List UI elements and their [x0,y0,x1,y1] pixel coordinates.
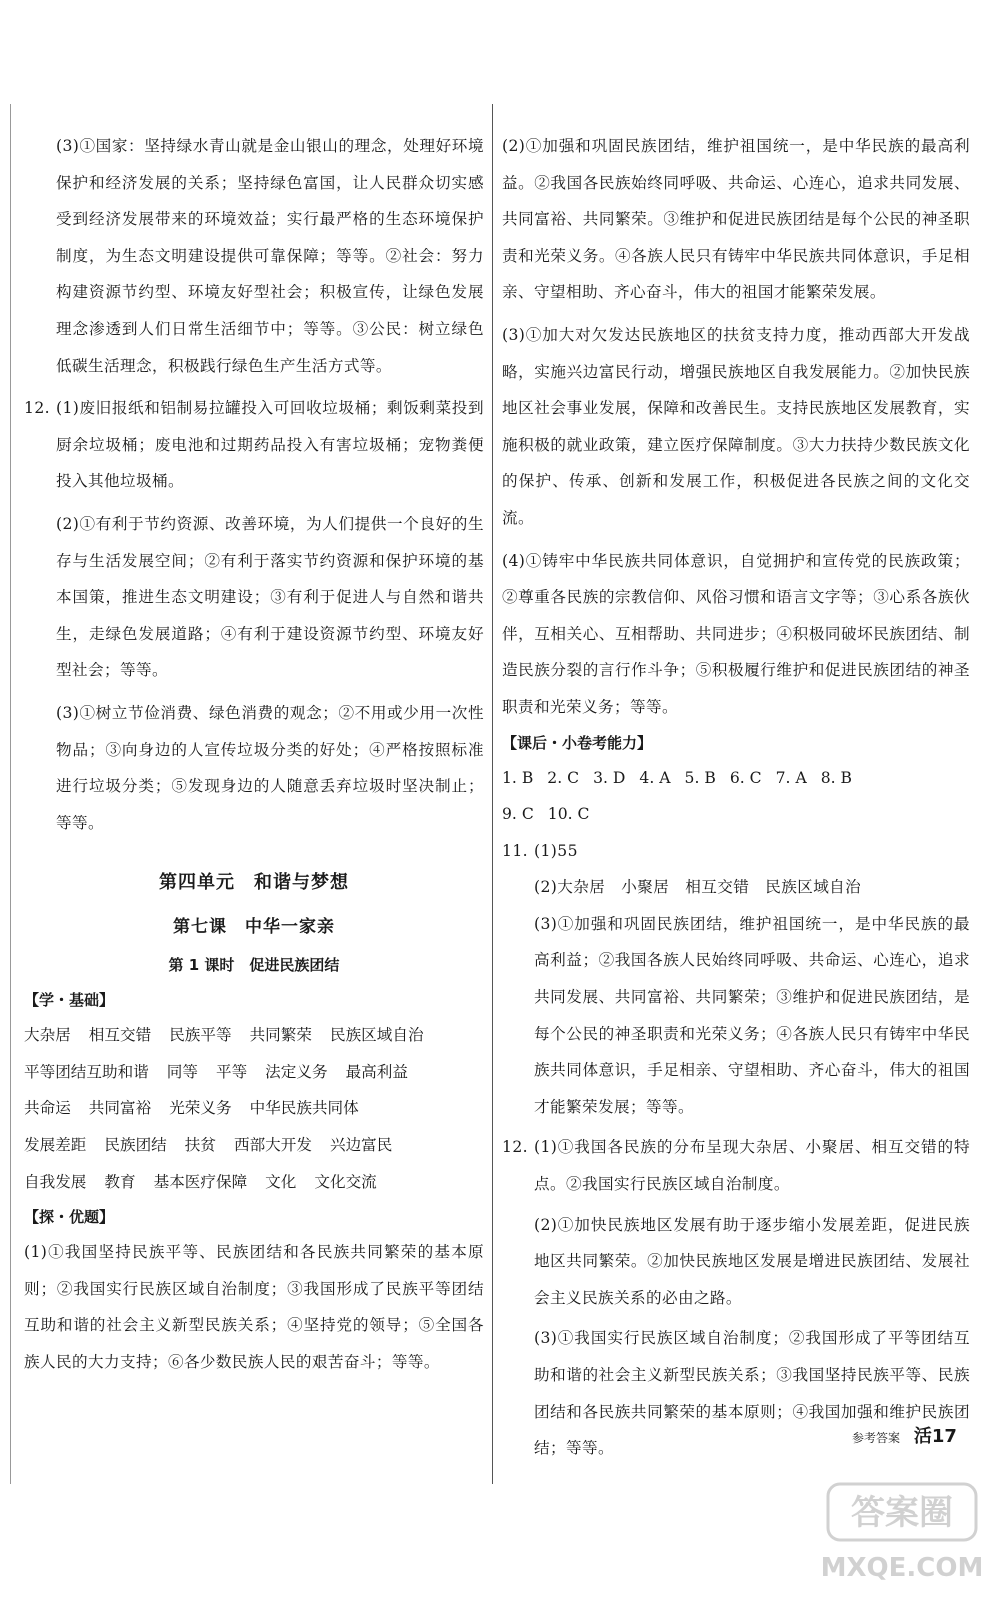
term: 发展差距 [24,1136,87,1155]
page-digits: 17 [931,1426,957,1447]
term: 共同富裕 [88,1099,152,1118]
term: 法定义务 [265,1062,328,1081]
left-column [24,128,484,1381]
terms-row [24,1090,484,1127]
answer-paragraph: (1)废旧报纸和铝制易拉罐投入可回收垃圾桶；剩饭剩菜投到厨余垃圾桶；废电池和过期药品投入有害垃圾桶；宠物粪便投入其他垃圾桶。 [56,399,484,491]
watermark-icon [822,1478,982,1590]
mc-answer: 6. C [729,768,762,787]
multiple-choice-answers [502,796,970,833]
answer-paragraph: (3)①加强和巩固民族团结，维护祖国统一，是中华民族的最高利益；②我国各族人民始终同呼吸、共命运、心连心，追求共同发展、共同富裕、共同繁荣；③维护和促进民族团结，是每个公民的神圣职责和光荣义务；④各族人民只有铸牢中华民族共同体意识，手足相亲、守望相助、齐心奋斗，伟大的祖国才能繁荣发展；等等。 [534,914,970,1116]
terms-row [24,1127,484,1164]
terms-row [24,1164,484,1201]
period-title: 第 1 课时 促进民族团结 [168,956,340,975]
right-column [502,128,970,1467]
term: 教育 [104,1172,136,1191]
term: 民族区域自治 [329,1026,424,1045]
terms-list [24,1017,484,1200]
page-left-rule [10,104,11,1484]
answer-paragraph: (2)①加快民族地区发展有助于逐步缩小发展差距，促进民族地区共同繁荣。②加快民族地区发展是增进民族团结、发展社会主义民族关系的必由之路。 [534,1215,970,1307]
mc-answer: 10. C [547,805,590,824]
unit-title: 第四单元 和谐与梦想 [159,872,349,894]
answer-paragraph: (2)①加强和巩固民族团结，维护祖国统一，是中华民族的最高利益。②我国各民族始终同呼吸、共命运、心连心，追求共同发展、共同富裕、共同繁荣。③维护和促进民族团结是每个公民的神圣职责和光荣义务。④各族人民只有铸牢中华民族共同体意识，手足相亲、守望相助、齐心奋斗，伟大的祖国才能繁荣发展。 [502,137,970,302]
page-prefix: 活 [913,1426,932,1447]
term: 民族团结 [104,1136,167,1155]
term: 共同繁荣 [249,1026,312,1045]
term: 同等 [166,1062,198,1081]
term: 民族平等 [169,1026,232,1045]
term: 基本医疗保障 [153,1172,248,1191]
lesson-title: 第七课 中华一家亲 [173,917,335,938]
term: 兴边富民 [329,1136,393,1155]
term: 平等团结互助和谐 [24,1062,149,1081]
mc-answer: 4. A [639,768,671,787]
watermark-logo [822,1478,982,1590]
answer-paragraph: (1)55 [534,841,578,860]
term: 相互交错 [88,1026,152,1045]
term: 共命运 [24,1099,71,1118]
term: 扶贫 [184,1136,216,1155]
term: 西部大开发 [233,1136,312,1155]
answer-paragraph: (4)①铸牢中华民族共同体意识，自觉拥护和宣传党的民族政策；②尊重各民族的宗教信仰、风俗习惯和语言文字等；③心系各族伙伴，互相关心、互相帮助、共同进步；④积极同破坏民族团结、制造民族分裂的言行作斗争；⑤积极履行维护和促进民族团结的神圣职责和光荣义务；等等。 [502,551,970,716]
multiple-choice-answers [502,760,970,797]
term: 文化 [265,1172,297,1191]
term: 光荣义务 [169,1099,232,1118]
answer-paragraph: (3)①国家：坚持绿水青山就是金山银山的理念，处理好环境保护和经济发展的关系；坚持绿色富国，让人民群众切实感受到经济发展带来的环境效益；实行最严格的生态环境保护制度，为生态文明建设提供可靠保障；等等。②社会：努力构建资源节约型、环境友好型社会；积极宣传，让绿色发展理念渗透到人们日常生活细节中；等等。③公民：树立绿色低碳生活理念，积极践行绿色生产生活方式等。 [56,137,484,375]
terms-row [24,1017,484,1054]
answer-paragraph: (2)①有利于节约资源、改善环境，为人们提供一个良好的生存与生活发展空间；②有利于落实节约资源和保护环境的基本国策，推进生态文明建设；③有利于促进人与自然和谐共生，走绿色发展道路；④有利于建设资源节约型、环境友好型社会；等等。 [56,514,484,680]
term: 中华民族共同体 [249,1099,359,1118]
answer-paragraph: (3)①我国实行民族区域自治制度；②我国形成了平等团结互助和谐的社会主义新型民族关系；③我国坚持民族平等、民族团结和各民族共同繁荣的基本原则；④我国加强和维护民族团结；等等。 [534,1329,970,1458]
mc-answer: 3. D [593,768,626,787]
answer-paragraph: (1)①我国各民族的分布呈现大杂居、小聚居、相互交错的特点。②我国实行民族区域自治制度。 [534,1138,970,1194]
page-number [914,1426,957,1447]
watermark-top-text: 答案圈 [851,1493,953,1533]
section-tag-after-class: 【课后・小卷考能力】 [502,733,653,752]
question-number: 11. [502,841,528,860]
answer-paragraph: (1)①我国坚持民族平等、民族团结和各民族共同繁荣的基本原则；②我国实行民族区域自治制度；③我国形成了民族平等团结互助和谐的社会主义新型民族关系；④坚持党的领导；⑤全国各族人民的大力支持；⑥各少数民族人民的艰苦奋斗；等等。 [24,1243,484,1372]
answer-paragraph: (3)①加大对欠发达民族地区的扶贫支持力度，推动西部大开发战略，实施兴边富民行动，增强民族地区自我发展能力。②加快民族地区社会事业发展，保障和改善民生。支持民族地区发展教育，实施积极的就业政策，建立医疗保障制度。③大力扶持少数民族文化的保护、传承、创新和发展工作，积极促进各民族之间的文化交流。 [502,325,970,527]
mc-answer: 7. A [775,768,807,787]
term: 平等 [215,1062,248,1081]
term: 文化交流 [314,1172,377,1191]
question-number: 12. [24,399,50,418]
answer-paragraph: (3)①树立节俭消费、绿色消费的观念；②不用或少用一次性物品；③向身边的人宣传垃圾分类的好处；④严格按照标准进行垃圾分类；⑤发现身边的人随意丢弃垃圾时坚决制止；等等。 [56,703,484,832]
mc-answer: 5. B [684,768,716,787]
page-footer [852,1422,957,1448]
footer-label: 参考答案 [852,1431,901,1445]
question-12-block [24,390,484,841]
question-12-block [502,1129,970,1466]
answer-paragraph: (2)大杂居 小聚居 相互交错 民族区域自治 [534,878,862,897]
section-tag-explore: 【探・优题】 [24,1208,115,1227]
terms-row [24,1054,484,1091]
mc-answer: 1. B [502,768,534,787]
term: 自我发展 [24,1172,87,1191]
term: 最高利益 [345,1062,408,1081]
mc-answer: 9. C [502,805,534,824]
term: 大杂居 [24,1026,71,1045]
question-number: 12. [502,1138,528,1157]
watermark-bottom-text: MXQE.COM [822,1553,982,1583]
column-divider [492,104,493,1484]
section-tag-basic: 【学・基础】 [24,991,115,1010]
mc-answer: 8. B [820,768,853,787]
question-11-block [502,833,970,1126]
mc-answer: 2. C [547,768,580,787]
